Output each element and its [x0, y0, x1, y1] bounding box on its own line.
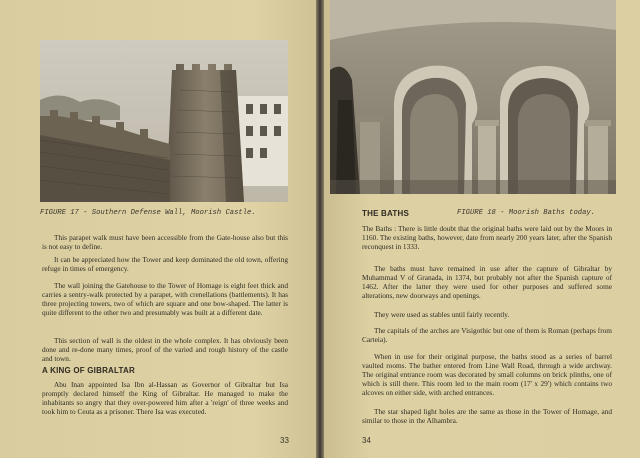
paragraph: This section of wall is the oldest in the whole complex. It has obviously been done and re-done many times, proof of the varied and rough history of the castle and town.: [42, 336, 288, 364]
paragraph: The capitals of the arches are Visigothic but one of them is Roman (perhaps from Carteia).: [362, 326, 612, 345]
left-page: [0, 0, 316, 458]
page-number: 34: [362, 436, 371, 445]
book-gutter: [316, 0, 324, 458]
paragraph: The baths must have remained in use after the capture of Gibraltar by Muhammad V of Granada, in 1374, but probably not after the Spanish capture of 1462. After the latter they were used for other purposes and suffered some alterations, new doorways and openings.: [362, 264, 612, 301]
paragraph: They were used as stables until fairly recently.: [374, 310, 510, 319]
right-page: [324, 0, 640, 458]
paragraph: Abu Inan appointed Isa Ibn al-Hassan as Governor of Gibraltar but Isa promptly declared himself the King of Gibraltar. He managed to make the inhabitants so angry that they over-powered him after a 'reign' of three weeks and took him to Ceuta as a prisoner. There Isa was executed.: [42, 380, 288, 417]
paragraph: When in use for their original purpose, the baths stood as a series of barrel vaulted rooms. The bather entered from Line Wall Road, through a wide archway. The original entrance room was decorated by small columns on brick plinths, one of which is still there. This room led to the main room (17' x 29') which contains two alcoves on either side, with arched entrances.: [362, 352, 612, 398]
figure-18-caption: FIGURE 18 - Moorish Baths today.: [457, 209, 596, 217]
paragraph: This parapet walk must have been accessible from the Gate-house also but this is not easy to define.: [42, 233, 288, 252]
paragraph: The Baths : There is little doubt that the original baths were laid out by the Moors in 1160. The existing baths, however, date from nearly 200 years later, after the Spanish reconquest in 1333.: [362, 224, 612, 252]
figure-18-photo: [330, 0, 616, 194]
section-heading-baths: THE BATHS: [362, 209, 409, 218]
section-heading-king: A KING OF GIBRALTAR: [42, 366, 135, 375]
paragraph: The wall joining the Gatehouse to the Tower of Homage is eight feet thick and carries a sentry-walk protected by a parapet, with crenellations (battlements). It has three projecting towers, two of which are square and one bow-shaped. The latter is quite different to the other two and presumably was built at a different date.: [42, 281, 288, 318]
page-number: 33: [280, 436, 289, 445]
figure-17-photo: [40, 40, 288, 202]
paragraph: It can be appreciated how the Tower and keep dominated the old town, offering refuge in times of emergency.: [42, 255, 288, 274]
figure-17-caption: FIGURE 17 - Southern Defense Wall, Moorish Castle.: [40, 209, 256, 217]
paragraph: The star shaped light holes are the same as those in the Tower of Homage, and similar to those in the Alhambra.: [362, 407, 612, 426]
